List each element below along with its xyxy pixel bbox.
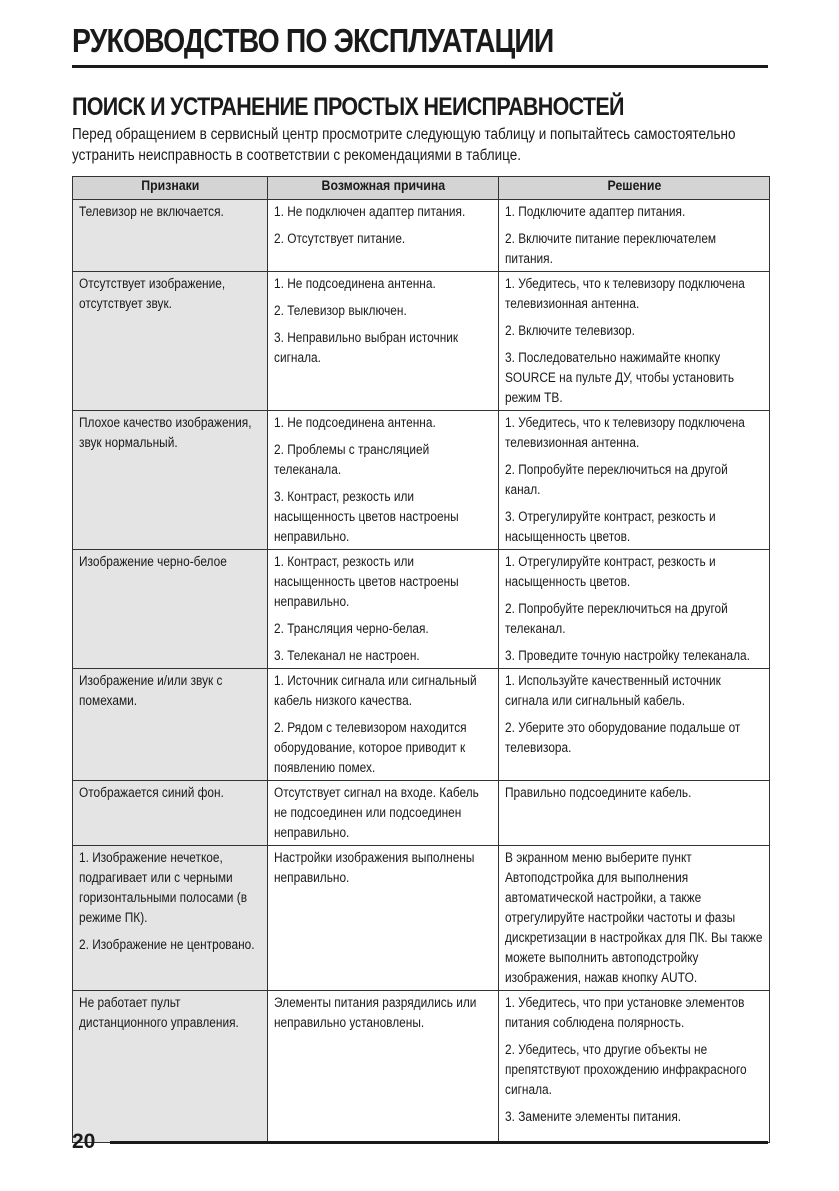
solution-cell-text: 2. Попробуйте переключиться на другой телеканал. (505, 601, 728, 636)
table-row (73, 200, 770, 272)
solution-cell-text: 1. Подключите адаптер питания. (505, 204, 686, 219)
cause-cell-text: 2. Отсутствует питание. (274, 231, 406, 246)
symptom-cell-text: Не работает пульт дистанционного управления. (79, 995, 239, 1030)
solution-cell-text: 2. Включите телевизор. (505, 323, 635, 338)
symptom-cell-text: Изображение черно-белое (79, 554, 227, 569)
solution-cell (499, 669, 770, 781)
solution-cell (499, 550, 770, 669)
solution-cell-text: Правильно подсоедините кабель. (505, 785, 692, 800)
cause-cell-text: 2. Трансляция черно-белая. (274, 621, 429, 636)
symptom-cell (73, 550, 268, 669)
table-row (73, 781, 770, 846)
symptom-cell-text: Отсутствует изображение, отсутствует звук. (79, 276, 226, 311)
cause-cell-text: Настройки изображения выполнены неправильно. (274, 850, 475, 885)
table-header-row (73, 177, 770, 200)
cause-cell-text: 3. Контраст, резкость или насыщенность цветов настроены неправильно. (274, 489, 459, 544)
cause-cell (268, 669, 499, 781)
cause-cell-text: 1. Контраст, резкость или насыщенность цветов настроены неправильно. (274, 554, 459, 609)
header-symptoms (73, 177, 268, 200)
page-title: РУКОВОДСТВО ПО ЭКСПЛУАТАЦИИ (72, 22, 554, 59)
solution-cell (499, 781, 770, 846)
table-row (73, 846, 770, 991)
cause-cell-text: 1. Источник сигнала или сигнальный кабель низкого качества. (274, 673, 477, 708)
cause-cell-text: Элементы питания разрядились или неправильно установлены. (274, 995, 477, 1030)
table-row (73, 991, 770, 1143)
solution-cell-text: 2. Убедитесь, что другие объекты не препятствуют прохождению инфракрасного сигнала. (505, 1042, 747, 1097)
table-body (73, 200, 770, 1143)
solution-cell-text: 3. Проведите точную настройку телеканала. (505, 648, 750, 663)
solution-cell-text: 1. Убедитесь, что к телевизору подключена телевизионная антенна. (505, 415, 745, 450)
solution-cell-text: 3. Замените элементы питания. (505, 1109, 682, 1124)
solution-cell-text: 3. Отрегулируйте контраст, резкость и насыщенность цветов. (505, 509, 716, 544)
cause-cell-text: 1. Не подключен адаптер питания. (274, 204, 466, 219)
table-row (73, 669, 770, 781)
solution-cell-text: В экранном меню выберите пункт Автоподстройка для выполнения автоматической настройки, а также отрегулируйте настройки частоты и фазы дискретизации в настройках для ПК. Вы также можете выполнить автоподстройку изображения, нажав кнопку AUTO. (505, 850, 763, 985)
table-row (73, 272, 770, 411)
cause-cell (268, 991, 499, 1143)
solution-cell-text: 1. Используйте качественный источник сигнала или сигнальный кабель. (505, 673, 721, 708)
solution-cell-text: 2. Уберите это оборудование подальше от телевизора. (505, 720, 741, 755)
cause-cell-text: 1. Не подсоединена антенна. (274, 415, 436, 430)
solution-cell-text: 3. Последовательно нажимайте кнопку SOURCE на пульте ДУ, чтобы установить режим ТВ. (505, 350, 735, 405)
header-causes (268, 177, 499, 200)
solution-cell (499, 411, 770, 550)
cause-cell (268, 846, 499, 991)
table-row (73, 550, 770, 669)
symptom-cell-text: 2. Изображение не центровано. (79, 937, 255, 952)
cause-cell (268, 200, 499, 272)
solution-cell (499, 991, 770, 1143)
footer-divider (110, 1141, 768, 1144)
intro-line: Перед обращением в сервисный центр просмотрите следующую таблицу и попытайтесь самостоятельно (72, 126, 736, 143)
cause-cell-text: 3. Телеканал не настроен. (274, 648, 420, 663)
header-solutions (499, 177, 770, 200)
symptom-cell-text: Изображение и/или звук с помехами. (79, 673, 223, 708)
header-label: Решение (607, 177, 662, 193)
intro-paragraph (72, 124, 768, 166)
symptom-cell (73, 411, 268, 550)
solution-cell (499, 200, 770, 272)
table-row (73, 411, 770, 550)
solution-cell-text: 1. Убедитесь, что при установке элементов питания соблюдена полярность. (505, 995, 745, 1030)
solution-cell-text: 2. Попробуйте переключиться на другой канал. (505, 462, 728, 497)
troubleshooting-table (72, 176, 770, 1143)
symptom-cell (73, 846, 268, 991)
solution-cell (499, 272, 770, 411)
symptom-cell (73, 669, 268, 781)
symptom-cell (73, 781, 268, 846)
cause-cell-text: 2. Телевизор выключен. (274, 303, 407, 318)
symptom-cell (73, 200, 268, 272)
header-label: Возможная причина (321, 177, 446, 193)
symptom-cell-text: Отображается синий фон. (79, 785, 224, 800)
symptom-cell (73, 272, 268, 411)
solution-cell-text: 1. Отрегулируйте контраст, резкость и насыщенность цветов. (505, 554, 716, 589)
cause-cell-text: 2. Рядом с телевизором находится оборудование, которое приводит к появлению помех. (274, 720, 467, 775)
symptom-cell-text: 1. Изображение нечеткое, подрагивает или с черными горизонтальными полосами (в режиме ПК). (79, 850, 248, 925)
cause-cell-text: 1. Не подсоединена антенна. (274, 276, 436, 291)
solution-cell-text: 1. Убедитесь, что к телевизору подключена телевизионная антенна. (505, 276, 745, 311)
cause-cell-text: 2. Проблемы с трансляцией телеканала. (274, 442, 430, 477)
solution-cell-text: 2. Включите питание переключателем питания. (505, 231, 717, 266)
header-label: Признаки (141, 177, 200, 193)
section-title: ПОИСК И УСТРАНЕНИЕ ПРОСТЫХ НЕИСПРАВНОСТЕЙ (72, 93, 624, 121)
cause-cell (268, 550, 499, 669)
cause-cell-text: Отсутствует сигнал на входе. Кабель не подсоединен или подсоединен неправильно. (274, 785, 479, 840)
solution-cell (499, 846, 770, 991)
intro-line: устранить неисправность в соответствии с рекомендациями в таблице. (72, 147, 521, 164)
cause-cell (268, 781, 499, 846)
symptom-cell-text: Телевизор не включается. (79, 204, 224, 219)
cause-cell (268, 272, 499, 411)
cause-cell-text: 3. Неправильно выбран источник сигнала. (274, 330, 459, 365)
symptom-cell (73, 991, 268, 1143)
symptom-cell-text: Плохое качество изображения, звук нормальный. (79, 415, 252, 450)
cause-cell (268, 411, 499, 550)
page-number: 20 (72, 1130, 96, 1153)
title-divider (72, 65, 768, 68)
